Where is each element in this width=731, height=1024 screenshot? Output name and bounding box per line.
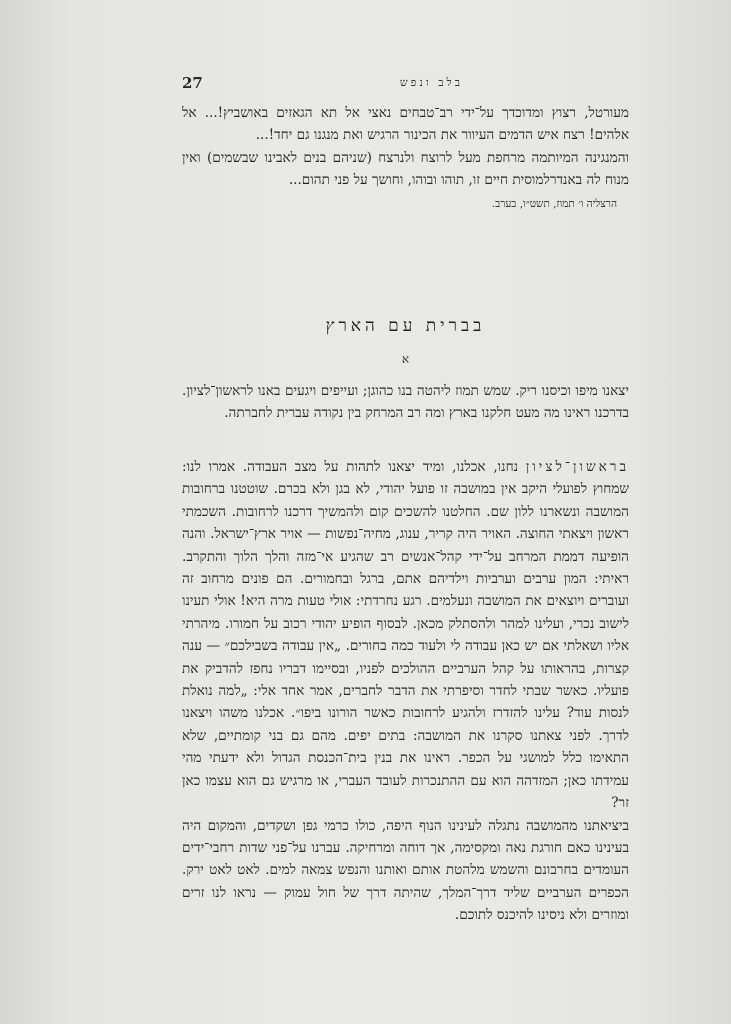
signature-line: הרצליה ו׳ תמוז, תשט״ו, בערב. — [491, 197, 617, 210]
paragraph-text: נחנו, אכלנו, ומיד יצאנו לתהות על מצב העבודה. אמרו לנו: שמחוץ לפועלי היקב אין במושבה זו פועל יהודי, לא בגן ולא בכרם. שוטטנו ברחובות המושבה ונשארנו ללון שם. החלטנו להשכים קום ולהמשיך דרכנו לרחובות. השכמתי ראשון ויצאתי החוצה. האויר היה קריר, ענוג, מחיה־נפשות — אויר ארץ־ישראל. והנה הופיעה דממת המרחב על־ידי קהל־אנשים רב שהגיע אי־מזה והלך הלוך והתקרב. ראיתי: המון ערבים וערביות וילדיהם אתם, ברגל ובחמורים. הם פונים מרחוב זה ועוברים ויוצאים את המושבה ונעלמים. רגע נחרדתי: אולי טעות מרה היא! אולי תעינו לישוב נכרי, ועלינו למהר ולהסתלק מכאן. לבסוף הופיע יהודי רכוב על חמורו. מיהרתי אליו ושאלתי אם יש כאן עבודה לי ולעוד כמה בחורים. „אין עבודה בשבילכם״ — ענה קצרות, בהראותו על קהל הערביים ההולכים לפניו, ובסיימו דבריו נחפז להדביק את פועליו. כאשר שבתי לחדר וסיפרתי את הדבר לחברים, אמר אחד אלי: „למה נואלת לנסות עוד? עלינו להזדרז ולהגיע לרחובות כאשר הורונו ביפו״. אכלנו משהו ויצאנו לדרך. לפני צאתנו סקרנו את המושבה: בתים יפים. מהם גם בני קומתיים, שלא התאימו כלל למושגי על הכפר. ראינו את בנין בית־הכנסת הגדול ולא ידעתי מהי עמידתו כאן; המזדהה הוא עם ההתנכרות לעובד העברי, או מרגיש גם הוא עצמו כאן זר? — [182, 459, 629, 812]
paragraph-text: ביציאתנו מהמושבה נתגלה לעינינו הנוף היפה, כולו כרמי גפן ושקדים, והמקום היה בעינינו כאם חורגת נאה ומקסימה, אך דוחה ומרחיקה. עברנו על־פני שדות רחבי־ידים העומדים בחרבונם והשמש מלהטת אותם ואותנו והנפש צמאה למים. לאט לאט ירק. הכפרים הערביים שליד דרך־המלך, שהיתה דרך של חול עמוק — נראו לנו זרים ומוזרים ולא ניסינו להיכנס לתוכם. — [182, 817, 629, 924]
paragraph: מעורטל, רצוץ ומדוכדך על־ידי רב־טבחים נאצי אל תא הגאזים באושביץ!... אל אלהים! רצח איש הדמים העיוור את הכינור הרגיש ואת מנגנו גם יחד!... — [182, 105, 629, 144]
paragraph: יצאנו מיפו וכיסנו ריק. שמש תמוז ליהטה בנו כהוגן; ועייפים ויגעים באנו לראשון־לציון. בדרכנו ראינו מה מעט חלקנו בארץ ומה רב המרחק בין נקודה עברית לחברתה. — [182, 383, 629, 422]
paragraph: והמנגינה המיותמה מרחפת מעל לרוצח ולנרצח (שניהם בנים לאבינו שבשמים) ואין מנוח לה באנדרלמוסית חיים זו, תוהו ובוהו, וחושך על פני תהום... — [182, 149, 629, 189]
section-title: בברית עם הארץ — [325, 316, 486, 336]
section-number: א — [401, 352, 410, 366]
page-header — [182, 74, 629, 94]
section-intro — [182, 380, 629, 425]
running-title: בלב ונפש — [399, 76, 463, 89]
page-number: 27 — [182, 74, 203, 92]
section-body — [182, 456, 629, 927]
paragraph — [182, 815, 629, 927]
closing-section — [182, 102, 629, 212]
lead-word: בראשון־לציון — [525, 459, 629, 475]
paragraph — [182, 456, 629, 815]
